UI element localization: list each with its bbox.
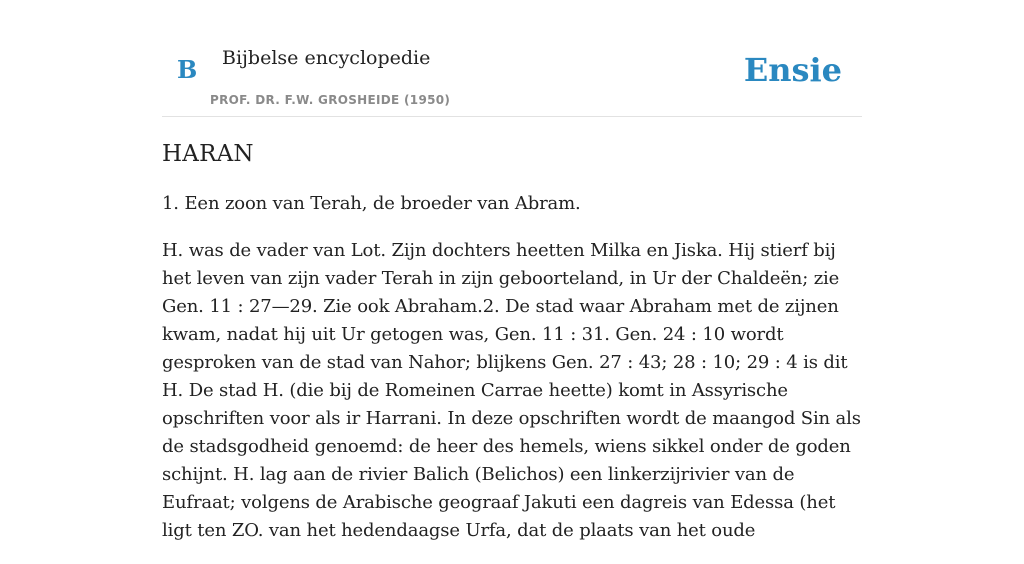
entry-content <box>162 138 862 564</box>
author-line: PROF. DR. F.W. GROSHEIDE (1950) <box>210 93 451 107</box>
header <box>162 0 862 117</box>
site-logo[interactable]: Ensie <box>743 51 842 89</box>
entry-intro: 1. Een zoon van Terah, de broeder van Abram. <box>162 193 581 214</box>
entry-body: H. was de vader van Lot. Zijn dochters heetten Milka en Jiska. Hij stierf bij het leven van zijn vader Terah in zijn geboorteland, in Ur der Chaldeën; zie Gen. 11 : 27—29. Zie ook Abraham.2. De stad waar Abraham met de zijnen kwam, nadat hij uit Ur getogen was, Gen. 11 : 31. Gen. 24 : 10 wordt gesproken van de stad van Nahor; blijkens Gen. 27 : 43; 28 : 10; 29 : 4 is dit H. De stad H. (die bij de Romeinen Carrae heette) komt in Assyrische opschriften voor als ir Harrani. In deze opschriften wordt de maangod Sin als de stadsgodheid genoemd: de heer des hemels, wiens sikkel onder de goden schijnt. H. lag aan de rivier Balich (Belichos) een linkerzijrivier van de Eufraat; volgens de Arabische geograaf Jakuti een dagreis van Edessa (het ligt ten ZO. van het hedendaagse Urfa, dat de plaats van het oude <box>162 240 861 541</box>
book-badge[interactable]: B <box>177 55 198 84</box>
book-title[interactable]: Bijbelse encyclopedie <box>222 47 431 69</box>
entry-title: HARAN <box>162 141 254 167</box>
